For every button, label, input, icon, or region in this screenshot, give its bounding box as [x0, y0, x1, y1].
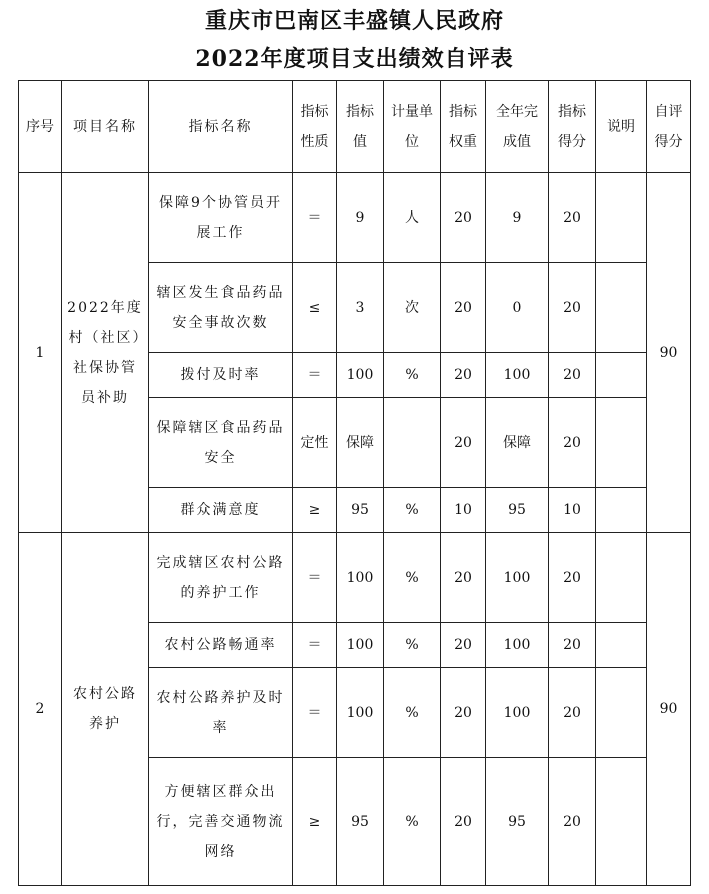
indicator-points: 20: [549, 533, 596, 623]
indicator-note: [596, 353, 647, 398]
project-name: 农村公路养护: [62, 533, 149, 886]
header-cell: 说明: [596, 81, 647, 173]
indicator-unit: [384, 398, 441, 488]
indicator-points: 20: [549, 353, 596, 398]
header-cell: 指标值: [337, 81, 384, 173]
project-number: 2: [19, 533, 62, 886]
indicator-note: [596, 758, 647, 886]
indicator-name: 拨付及时率: [149, 353, 293, 398]
indicator-points: 20: [549, 668, 596, 758]
header-cell: 自评得分: [647, 81, 691, 173]
indicator-value: 保障: [337, 398, 384, 488]
indicator-unit: 次: [384, 263, 441, 353]
indicator-value: 95: [337, 488, 384, 533]
indicator-actual: 保障: [486, 398, 549, 488]
indicator-actual: 100: [486, 533, 549, 623]
indicator-points: 20: [549, 398, 596, 488]
indicator-points: 20: [549, 758, 596, 886]
indicator-name: 辖区发生食品药品安全事故次数: [149, 263, 293, 353]
indicator-weight: 20: [441, 533, 486, 623]
header-cell: 指标得分: [549, 81, 596, 173]
indicator-weight: 20: [441, 353, 486, 398]
indicator-nature: ＝: [293, 353, 337, 398]
document-subtitle: 2022年度项目支出绩效自评表: [195, 46, 514, 72]
indicator-actual: 100: [486, 668, 549, 758]
indicator-nature: ＝: [293, 623, 337, 668]
header-cell: 指标权重: [441, 81, 486, 173]
header-cell: 计量单位: [384, 81, 441, 173]
indicator-value: 100: [337, 623, 384, 668]
indicator-note: [596, 623, 647, 668]
indicator-actual: 9: [486, 173, 549, 263]
indicator-value: 100: [337, 533, 384, 623]
indicator-unit: %: [384, 353, 441, 398]
indicator-points: 20: [549, 263, 596, 353]
performance-table: [18, 80, 691, 886]
indicator-weight: 20: [441, 398, 486, 488]
indicator-actual: 100: [486, 623, 549, 668]
indicator-weight: 20: [441, 623, 486, 668]
indicator-actual: 95: [486, 488, 549, 533]
header-cell: 项目名称: [62, 81, 149, 173]
indicator-value: 3: [337, 263, 384, 353]
indicator-weight: 20: [441, 263, 486, 353]
indicator-note: [596, 173, 647, 263]
indicator-actual: 0: [486, 263, 549, 353]
document-title: 重庆市巴南区丰盛镇人民政府: [204, 8, 504, 34]
header-cell: 指标性质: [293, 81, 337, 173]
indicator-name: 农村公路养护及时率: [149, 668, 293, 758]
indicator-points: 10: [549, 488, 596, 533]
header-cell: 全年完成值: [486, 81, 549, 173]
indicator-actual: 100: [486, 353, 549, 398]
table-row: [19, 533, 691, 623]
project-score: 90: [647, 173, 691, 533]
indicator-unit: %: [384, 758, 441, 886]
indicator-nature: ≤: [293, 263, 337, 353]
indicator-value: 100: [337, 353, 384, 398]
indicator-weight: 20: [441, 668, 486, 758]
indicator-name: 保障辖区食品药品安全: [149, 398, 293, 488]
indicator-nature: ≥: [293, 758, 337, 886]
indicator-name: 完成辖区农村公路的养护工作: [149, 533, 293, 623]
indicator-note: [596, 398, 647, 488]
indicator-name: 方便辖区群众出行，完善交通物流网络: [149, 758, 293, 886]
indicator-note: [596, 488, 647, 533]
indicator-nature: ＝: [293, 173, 337, 263]
header-cell: 指标名称: [149, 81, 293, 173]
indicator-nature: 定性: [293, 398, 337, 488]
indicator-value: 100: [337, 668, 384, 758]
indicator-unit: %: [384, 668, 441, 758]
indicator-unit: 人: [384, 173, 441, 263]
indicator-weight: 20: [441, 758, 486, 886]
indicator-name: 农村公路畅通率: [149, 623, 293, 668]
indicator-note: [596, 263, 647, 353]
project-name: 2022年度村（社区）社保协管员补助: [62, 173, 149, 533]
indicator-weight: 10: [441, 488, 486, 533]
indicator-unit: %: [384, 533, 441, 623]
indicator-value: 95: [337, 758, 384, 886]
project-score: 90: [647, 533, 691, 886]
indicator-name: 群众满意度: [149, 488, 293, 533]
indicator-value: 9: [337, 173, 384, 263]
indicator-note: [596, 668, 647, 758]
project-number: 1: [19, 173, 62, 533]
indicator-weight: 20: [441, 173, 486, 263]
header-row: [19, 81, 691, 173]
indicator-nature: ＝: [293, 533, 337, 623]
indicator-points: 20: [549, 623, 596, 668]
indicator-points: 20: [549, 173, 596, 263]
header-cell: 序号: [19, 81, 62, 173]
indicator-actual: 95: [486, 758, 549, 886]
indicator-unit: %: [384, 488, 441, 533]
indicator-nature: ＝: [293, 668, 337, 758]
indicator-name: 保障9个协管员开展工作: [149, 173, 293, 263]
indicator-unit: %: [384, 623, 441, 668]
table-row: [19, 173, 691, 263]
indicator-nature: ≥: [293, 488, 337, 533]
indicator-note: [596, 533, 647, 623]
